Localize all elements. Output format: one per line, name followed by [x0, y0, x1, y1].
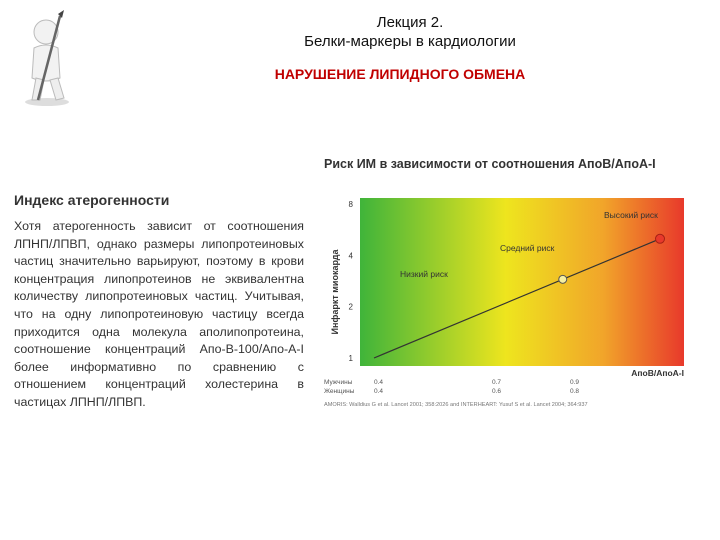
y-tick-label: 2 — [348, 302, 353, 312]
figure-logo-icon — [16, 8, 78, 108]
chart-plot-area — [360, 198, 684, 366]
y-tick-label: 4 — [348, 251, 353, 261]
y-tick-label: 8 — [348, 200, 353, 209]
values-table — [324, 379, 579, 395]
high-risk-label: Высокий риск — [604, 210, 658, 220]
low-risk-label: Низкий риск — [400, 269, 448, 279]
x-axis-label: АпоB/АпоA-I — [631, 368, 684, 378]
lecture-header — [230, 14, 590, 52]
medium-risk-label: Средний риск — [500, 243, 555, 253]
table-cell: 0.7 — [492, 379, 502, 386]
risk-chart — [316, 150, 716, 420]
section-title: НАРУШЕНИЕ ЛИПИДНОГО ОБМЕНА — [274, 66, 526, 82]
lecture-subtitle: Белки-маркеры в кардиологии — [304, 33, 516, 50]
table-cell: 0.9 — [570, 379, 580, 386]
chart-title: Риск ИМ в зависимости от соотношения АпоB/АпоA-I — [324, 157, 656, 171]
source-note: AMORIS: Walldius G et al. Lancet 2001; 358:2026 and INTERHEART: Yusuf S et al. Lancet 2004; 364:937 — [324, 402, 588, 408]
table-cell: 0.4 — [374, 379, 384, 386]
table-cell: 0.4 — [374, 388, 384, 395]
table-cell: 0.8 — [570, 388, 580, 395]
body-paragraph: Хотя атерогенность зависит от соотношения ЛПНП/ЛПВП, однако размеры липопротеиновых частиц значительно варьируют, поэтому в крови концентрация липопротеинов не эквивалентна количеству липопротеиновых частиц. Учитывая, что на одну липопротеиновую частицу всегда приходится одна молекула аполипопротеина, соотношение концентраций Апо-В-100/Апо-А-I более информативно по сравнению с отношением концентраций холестерина в частицах ЛПНП/ЛПВП. — [14, 219, 304, 409]
y-tick-label: 1 — [348, 354, 353, 363]
table-cell: 0.6 — [492, 388, 502, 395]
medium-risk-point — [559, 275, 567, 283]
lecture-number: Лекция 2. — [376, 14, 444, 31]
high-risk-point — [656, 234, 665, 243]
index-heading: Индекс атерогенности — [14, 192, 170, 208]
table-row-label: Мужчины — [324, 379, 353, 386]
table-row-label: Женщины — [324, 388, 355, 395]
y-axis-label: Инфаркт миокарда — [330, 249, 340, 335]
